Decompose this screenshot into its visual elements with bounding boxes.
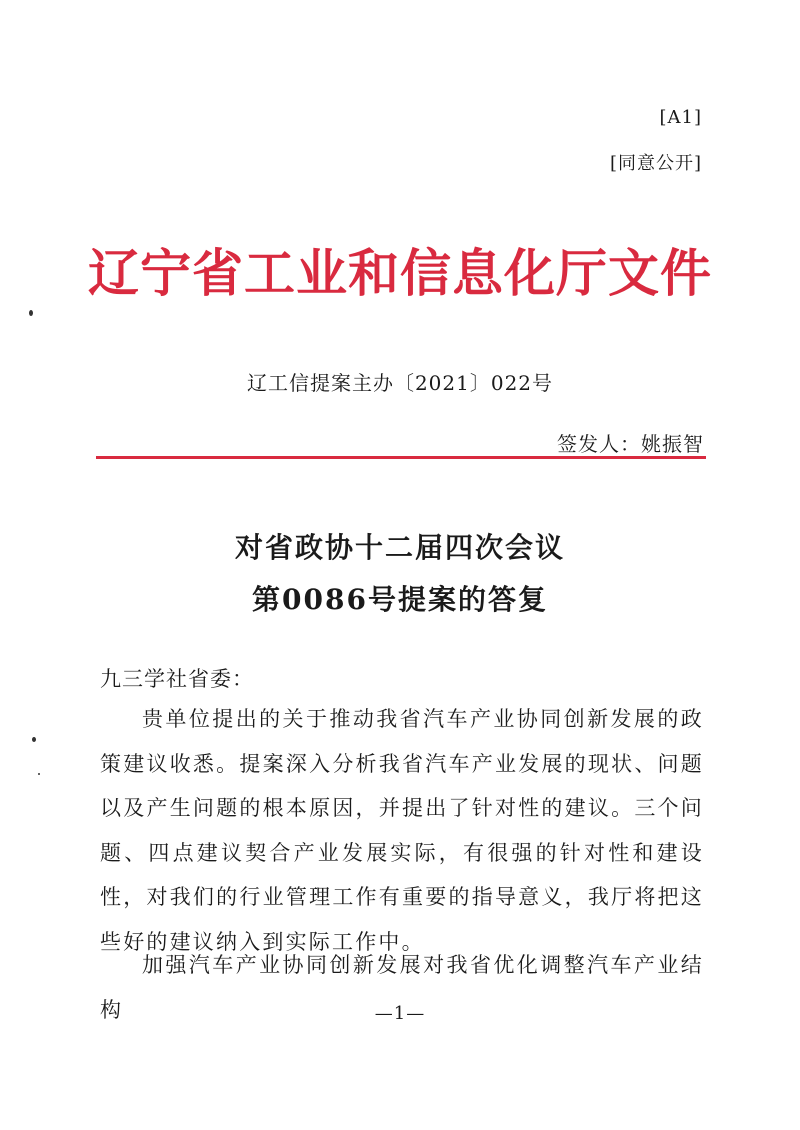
body-paragraph: 贵单位提出的关于推动我省汽车产业协同创新发展的政策建议收悉。提案深入分析我省汽车产业发展的现状、问题以及产生问题的根本原因，并提出了针对性的建议。三个问题、四点建议契合产业发展实际，有很强的针对性和建设性，对我们的行业管理工作有重要的指导意义，我厅将把这些好的建议纳入到实际工作中。 xyxy=(100,707,704,954)
document-number: 辽工信提案主办〔2021〕022号 xyxy=(246,371,554,395)
page-number: —1— xyxy=(374,1003,426,1024)
reply-title-line-1: 对省政协十二届四次会议 xyxy=(234,531,565,564)
classification-tag: [A1] xyxy=(659,107,702,128)
red-divider xyxy=(96,456,706,459)
disclosure-tag: [同意公开] xyxy=(609,153,702,174)
scan-speck xyxy=(38,773,40,775)
signer-line: 签发人：姚振智 xyxy=(557,432,704,456)
scan-speck xyxy=(32,737,36,742)
reply-title-line-2: 第0086号提案的答复 xyxy=(252,583,548,616)
scan-speck xyxy=(29,310,33,316)
body-paragraph: 加强汽车产业协同创新发展对我省优化调整汽车产业结构 xyxy=(100,953,704,1022)
agency-title: 辽宁省工业和信息化厅文件 xyxy=(87,244,712,304)
salutation: 九三学社省委： xyxy=(100,667,254,691)
